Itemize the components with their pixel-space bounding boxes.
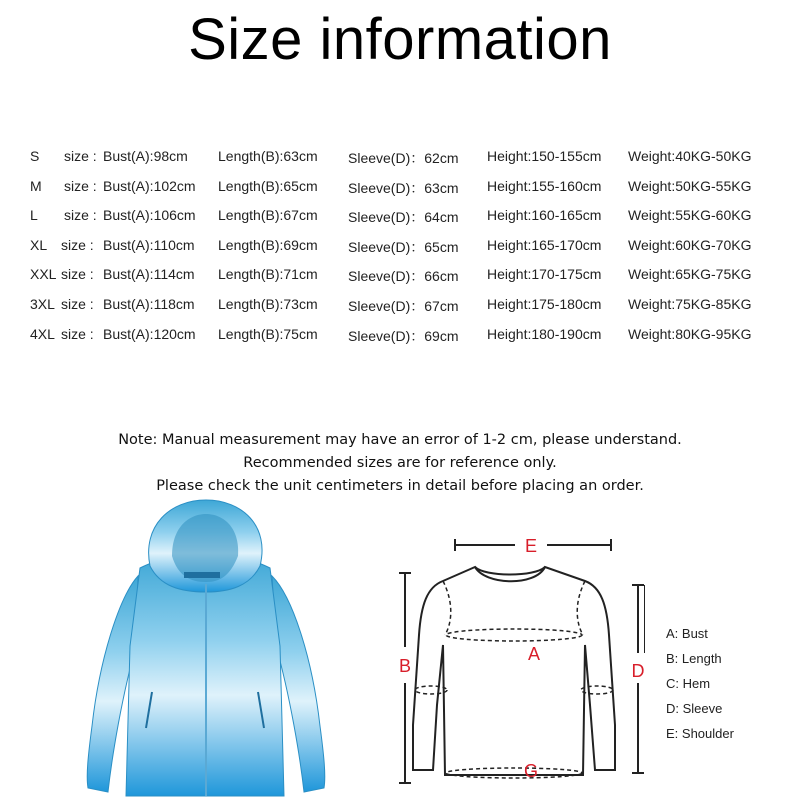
weight-value: Weight:55KG-60KG — [628, 207, 752, 224]
height-value: Height:175-180cm — [487, 295, 602, 312]
sleeve-value: Sleeve(D)：65cm — [348, 238, 459, 255]
height-value: Height:165-170cm — [487, 236, 602, 253]
jacket-image — [80, 496, 330, 800]
size-row-xxl — [30, 266, 790, 296]
bust-value: Bust(A):110cm — [103, 236, 195, 253]
label-a: A — [527, 644, 541, 664]
note-line-1: Note: Manual measurement may have an error of 1-2 cm, please understand. — [118, 432, 682, 448]
size-name: 4XL — [30, 325, 55, 342]
sleeve-value: Sleeve(D)：64cm — [348, 209, 459, 226]
size-table — [30, 148, 790, 355]
height-value: Height:150-155cm — [487, 148, 602, 164]
note-line-2: Recommended sizes are for reference only. — [243, 455, 557, 471]
weight-value: Weight:60KG-70KG — [628, 236, 752, 253]
legend-bust: A: Bust — [666, 626, 708, 641]
size-row-s — [30, 148, 790, 178]
height-value: Height:180-190cm — [487, 325, 602, 342]
size-row-4xl — [30, 326, 790, 356]
height-value: Height:160-165cm — [487, 207, 602, 224]
size-label: size : — [61, 325, 94, 342]
bust-value: Bust(A):102cm — [103, 177, 196, 194]
size-name: XXL — [30, 266, 57, 283]
measurement-diagram — [385, 525, 645, 800]
size-label: size : — [61, 295, 94, 312]
size-name: 3XL — [30, 295, 55, 312]
length-value: Length(B):73cm — [218, 295, 318, 312]
measurement-legend — [666, 626, 734, 751]
weight-value: Weight:75KG-85KG — [628, 295, 752, 312]
size-label: size : — [61, 236, 94, 253]
legend-sleeve: D: Sleeve — [666, 701, 723, 716]
weight-value: Weight:80KG-95KG — [628, 325, 752, 342]
sleeve-value: Sleeve(D)：69cm — [348, 327, 459, 344]
height-value: Height:155-160cm — [487, 177, 602, 194]
label-b: B — [398, 656, 412, 676]
legend-length: B: Length — [666, 651, 722, 666]
size-label: size : — [64, 207, 97, 224]
size-name: L — [30, 207, 38, 224]
sleeve-value: Sleeve(D)：62cm — [348, 150, 459, 166]
height-value: Height:170-175cm — [487, 266, 602, 283]
length-value: Length(B):67cm — [218, 207, 318, 224]
length-value: Length(B):71cm — [218, 266, 318, 283]
note-line-3: Please check the unit centimeters in detail before placing an order. — [156, 478, 644, 494]
weight-value: Weight:65KG-75KG — [628, 266, 752, 283]
length-value: Length(B):75cm — [218, 325, 318, 342]
bust-value: Bust(A):118cm — [103, 295, 195, 312]
size-name: XL — [30, 236, 48, 253]
sleeve-value: Sleeve(D)：67cm — [348, 297, 459, 314]
page-title: Size information — [188, 7, 612, 72]
weight-value: Weight:40KG-50KG — [628, 148, 752, 164]
bust-value: Bust(A):98cm — [103, 148, 188, 164]
size-row-l — [30, 207, 790, 237]
measurement-note — [0, 429, 800, 498]
size-label: size : — [64, 148, 97, 164]
bust-value: Bust(A):114cm — [103, 266, 195, 283]
length-value: Length(B):63cm — [218, 148, 318, 164]
legend-shoulder: E: Shoulder — [666, 726, 734, 741]
size-name: M — [30, 177, 42, 194]
size-label: size : — [64, 177, 97, 194]
bust-value: Bust(A):106cm — [103, 207, 196, 224]
label-e: E — [524, 536, 538, 556]
size-row-xl — [30, 237, 790, 267]
sleeve-value: Sleeve(D)：66cm — [348, 268, 459, 285]
length-value: Length(B):65cm — [218, 177, 318, 194]
size-label: size : — [61, 266, 94, 283]
size-row-3xl — [30, 296, 790, 326]
label-d: D — [631, 661, 645, 681]
size-name: S — [30, 148, 40, 164]
legend-hem: C: Hem — [666, 676, 711, 691]
size-row-m — [30, 178, 790, 208]
weight-value: Weight:50KG-55KG — [628, 177, 752, 194]
length-value: Length(B):69cm — [218, 236, 318, 253]
label-g: G — [523, 761, 539, 781]
bust-value: Bust(A):120cm — [103, 325, 196, 342]
sleeve-value: Sleeve(D)：63cm — [348, 179, 459, 196]
